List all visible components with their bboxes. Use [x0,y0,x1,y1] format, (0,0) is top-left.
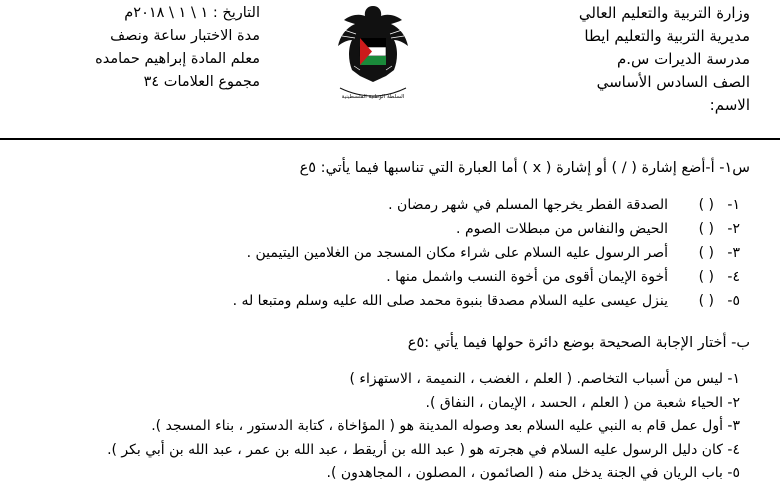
header-line: مديرية التربية والتعليم ايطا [584,27,750,45]
list-item: ١- ليس من أسباب التخاصم. ( العلم ، الغضب ، النميمة ، الاستهزاء ) [349,371,740,387]
ministry-header [450,2,750,117]
item-number: ٣- [727,245,740,261]
header-divider [0,138,780,140]
item-number: ٥- [727,293,740,309]
question-a-prompt: س١- أ-أضع إشارة ( / ) أو إشارة ( x ) أما العبارة التي تناسبها فيما يأتي: ٥ع [299,160,750,176]
item-text: أصر الرسول عليه السلام على شراء مكان المسجد من الغلامين اليتيمين . [246,245,668,261]
list-item [233,241,740,265]
item-text: ينزل عيسى عليه السلام مصدقا بنبوة محمد صلى الله عليه وسلم ومتبعا له . [232,293,668,309]
answer-blank: ( ) [698,245,714,261]
header-line: مدرسة الديرات س.م [616,50,750,68]
emblem-caption: السلطة الوطنية الفلسطينية [341,94,405,100]
answer-blank: ( ) [698,197,714,213]
exam-teacher: معلم المادة إبراهيم حمامده [95,51,260,67]
list-item: ٤- كان دليل الرسول عليه السلام في هجرته هو ( عبد الله بن أريقط ، عبد الله بن عمر ، عبد الله بن أبي بكر ). [107,441,740,458]
question-b-list [107,368,740,486]
question-a-list [233,193,740,313]
question-b-prompt: ب- أختار الإجابة الصحيحة بوضع دائرة حولها فيما يأتي :٥ع [407,335,750,351]
item-number: ١- [727,197,740,213]
answer-blank: ( ) [698,269,714,285]
exam-duration: مدة الاختبار ساعة ونصف [110,28,260,44]
student-name-label: الاسم: [709,96,750,114]
item-text: أخوة الإيمان أقوى من أخوة النسب واشمل منها . [386,269,668,285]
list-item [233,193,740,217]
answer-blank: ( ) [698,221,714,237]
list-item [233,265,740,289]
item-number: ٢- [727,221,740,237]
answer-blank: ( ) [698,293,714,309]
exam-info [4,2,260,94]
item-number: ٤- [727,269,740,285]
list-item [233,289,740,313]
list-item: ٣- أول عمل قام به النبي عليه السلام بعد وصوله المدينة هو ( المؤاخاة ، كتابة الدستور ، بناء المسجد ). [151,418,740,434]
list-item: ٢- الحياء شعبة من ( العلم ، الحسد ، الإيمان ، النفاق ). [425,394,740,411]
header-line: وزارة التربية والتعليم العالي [578,4,750,22]
exam-date: التاريخ : ١ \ ١ \ ٢٠١٨م [124,5,260,21]
palestine-emblem-icon [330,0,416,112]
item-text: الصدقة الفطر يخرجها المسلم في شهر رمضان . [388,197,668,213]
header-line: الصف السادس الأساسي [596,73,750,91]
exam-total-marks: مجموع العلامات ٣٤ [143,74,260,90]
item-text: الحيض والنفاس من مبطلات الصوم . [456,221,668,237]
list-item [233,217,740,241]
list-item: ٥- باب الريان في الجنة يدخل منه ( الصائمون ، المصلون ، المجاهدون ). [326,465,740,481]
